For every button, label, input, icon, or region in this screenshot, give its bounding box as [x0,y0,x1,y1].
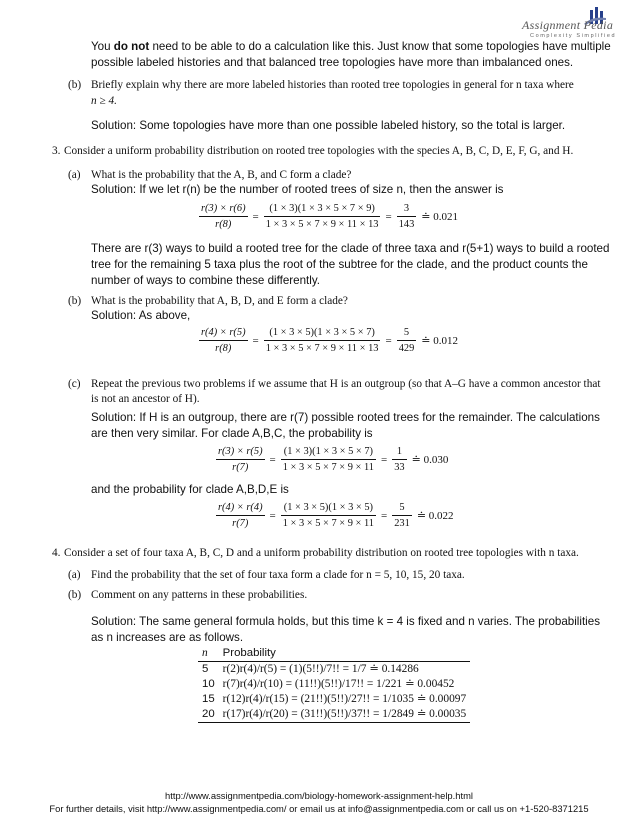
eq-approx: ≐ 0.022 [416,510,454,522]
eq-frac: $\frac{5}{231}$ [394,502,410,529]
q3c-question-line-2: is not an ancestor of H). [91,393,200,405]
eq-frac: $\frac{r(3) \times r(5)}{r(7)}$ [218,446,263,473]
eq-approx: ≐ 0.012 [421,335,458,347]
eq-approx: ≐ 0.021 [421,211,458,223]
table-row [198,677,470,692]
q4-number: 4. [52,547,61,559]
table-cell-n: 20 [198,707,219,723]
q3b-label: (b) [68,295,82,307]
q4-text: Consider a set of four taxa A, B, C, D and a uniform probability distribution on rooted tree topologies with n taxa. [64,547,579,559]
table-cell-probability: r(17)r(4)/r(20) = (31!!)(5!!)/37!! = 1/2849 ≐ 0.00035 [219,707,471,723]
q3a-solution: Solution: If we let r(n) be the number of rooted trees of size n, then the answer is [91,183,504,196]
q4b-question: Comment on any patterns in these probabilities. [91,589,308,601]
table-cell-probability: r(2)r(4)/r(5) = (1)(5!!)/7!! = 1/7 ≐ 0.14286 [222,663,419,675]
q4a-label: (a) [68,569,81,581]
q4b-label: (b) [68,589,82,601]
logo-name: Assignment Pedia [522,18,614,32]
table-cell-n: 10 [202,678,215,690]
table-cell-probability: r(12)r(4)/r(15) = (21!!)(5!!)/27!! = 1/1035 ≐ 0.00097 [222,693,467,705]
eq-frac: $\frac{(1 \times 3 \times 5)(1 \times 3 \times 5 \times 7)}{1 \times 3 \times 5 \times 7 \times 9 \times 11 \times 13}$ [265,327,379,354]
intro-bold: do not [113,40,150,53]
q3c-between: and the probability for clade A,B,D,E is [91,483,289,496]
intro-text-b: need to be able to do a calculation like this. Just know that some topologies have multiple [149,40,611,53]
q4a-question: Find the probability that the set of four taxa form a clade for n = 5, 10, 15, 20 taxa. [91,569,465,581]
probability-table [198,646,470,723]
q3a-explain-2: tree for the remaining 5 taxa plus the root of the subtree for the clade, and the product counts the [91,258,588,271]
q3-number: 3. [52,145,61,157]
table-header-probability: Probability [219,646,471,662]
eq-frac: $\frac{(1 \times 3)(1 \times 3 \times 5 \times 7)}{1 \times 3 \times 5 \times 7 \times 9 \times 11}$ [282,446,375,473]
table-header-row [198,646,470,662]
eq-frac: $\frac{(1 \times 3 \times 5)(1 \times 3 \times 5)}{1 \times 3 \times 5 \times 7 \times 9 \times 11}$ [282,502,375,529]
table-cell-probability: r(7)r(4)/r(10) = (11!!)(5!!)/17!! = 1/221 ≐ 0.00452 [222,678,455,690]
q3a-explain-3: number of ways to combine these differently. [91,274,320,287]
eq-frac: $\frac{1}{33}$ [394,446,405,473]
q3-text: Consider a uniform probability distribution on rooted tree topologies with the species A, B, C, D, E, F, G, and H. [64,145,574,157]
footer-contact: For further details, visit http://www.assignmentpedia.com/ or email us at info@assignmentpedia.com or call us on +1-520-8371215 [49,803,589,814]
logo-tagline: Complexity Simplified [530,33,617,39]
q3a-question: What is the probability that the A, B, and C form a clade? [91,169,352,181]
q3c-solution-line-1: Solution: If H is an outgroup, there are r(7) possible rooted trees for the remainder. The calculations [91,411,600,424]
eq-frac: $\frac{5}{429}$ [398,327,415,354]
eq-frac: $\frac{(1 \times 3)(1 \times 3 \times 5 \times 7 \times 9)}{1 \times 3 \times 5 \times 7 \times 9 \times 11 \times 13}$ [265,203,379,230]
q3a-label: (a) [68,169,81,181]
q2b-solution: Solution: Some topologies have more than one possible labeled history, so the total is larger. [91,119,566,132]
table-header-n: n [198,646,219,662]
q3b-question: What is the probability that A, B, D, and E form a clade? [91,295,348,307]
intro-line-2: possible labeled histories and that balanced tree topologies have more than imbalanced ones. [91,56,574,69]
q3c-question-line-1: Repeat the previous two problems if we assume that H is an outgroup (so that A–G have a common ancestor that [91,378,601,390]
q2b-label: (b) [68,79,82,91]
eq-approx: ≐ 0.030 [411,454,449,466]
q3a-equation: $\frac{r(3) \times r(6)}{r(8)}$ = $\frac{(1 \times 3)(1 \times 3 \times 5 \times 7 \times 9)}{1 \times 3 \times 5 \times 7 \times 9 \times 11 \times 13}$ = $\frac{3}{143}$ ≐ 0.021 [199,202,463,231]
q2b-question-line-1: Briefly explain why there are more labeled histories than rooted tree topologies in general for n taxa where [91,79,574,91]
q3c-label: (c) [68,378,81,390]
eq-frac: $\frac{r(4) \times r(5)}{r(8)}$ [201,327,246,354]
q3a-explain-1: There are r(3) ways to build a rooted tree for the clade of three taxa and r(5+1) ways to build a rooted [91,242,610,255]
intro-line-1 [91,39,611,55]
q3c-equation-1: $\frac{r(3) \times r(5)}{r(7)}$ = $\frac{(1 \times 3)(1 \times 3 \times 5 \times 7)}{1 \times 3 \times 5 \times 7 \times 9 \times 11}$ = $\frac{1}{33}$ ≐ 0.030 [216,445,453,474]
intro-text-a: You [91,40,114,53]
q3c-equation-2: $\frac{r(4) \times r(4)}{r(7)}$ = $\frac{(1 \times 3 \times 5)(1 \times 3 \times 5)}{1 \times 3 \times 5 \times 7 \times 9 \times 11}$ = $\frac{5}{231}$ ≐ 0.022 [216,501,459,530]
q2b-question-line-2: n ≥ 4. [91,95,117,107]
table-cell-n: 15 [202,693,215,705]
q4b-solution-line-2: as n increases are as follows. [91,631,244,644]
q3c-solution-line-2: are then very similar. For clade A,B,C, the probability is [91,427,373,440]
table-cell-n: 5 [202,663,209,675]
eq-frac: $\frac{3}{143}$ [398,203,415,230]
q3b-equation: $\frac{r(4) \times r(5)}{r(8)}$ = $\frac{(1 \times 3 \times 5)(1 \times 3 \times 5 \times 7)}{1 \times 3 \times 5 \times 7 \times 9 \times 11 \times 13}$ = $\frac{5}{429}$ ≐ 0.012 [199,326,463,355]
brand-logo [518,4,634,44]
q4b-solution-line-1: Solution: The same general formula holds, but this time k = 4 is fixed and n varies. The probabilities [91,615,601,628]
table-row [198,692,470,707]
q3b-solution: Solution: As above, [91,309,191,322]
eq-frac: $\frac{r(3) \times r(6)}{r(8)}$ [201,203,246,230]
eq-frac: $\frac{r(4) \times r(4)}{r(7)}$ [218,502,263,529]
table-row [198,707,470,723]
table-row [198,662,470,678]
footer-url[interactable]: http://www.assignmentpedia.com/biology-homework-assignment-help.html [165,790,473,801]
